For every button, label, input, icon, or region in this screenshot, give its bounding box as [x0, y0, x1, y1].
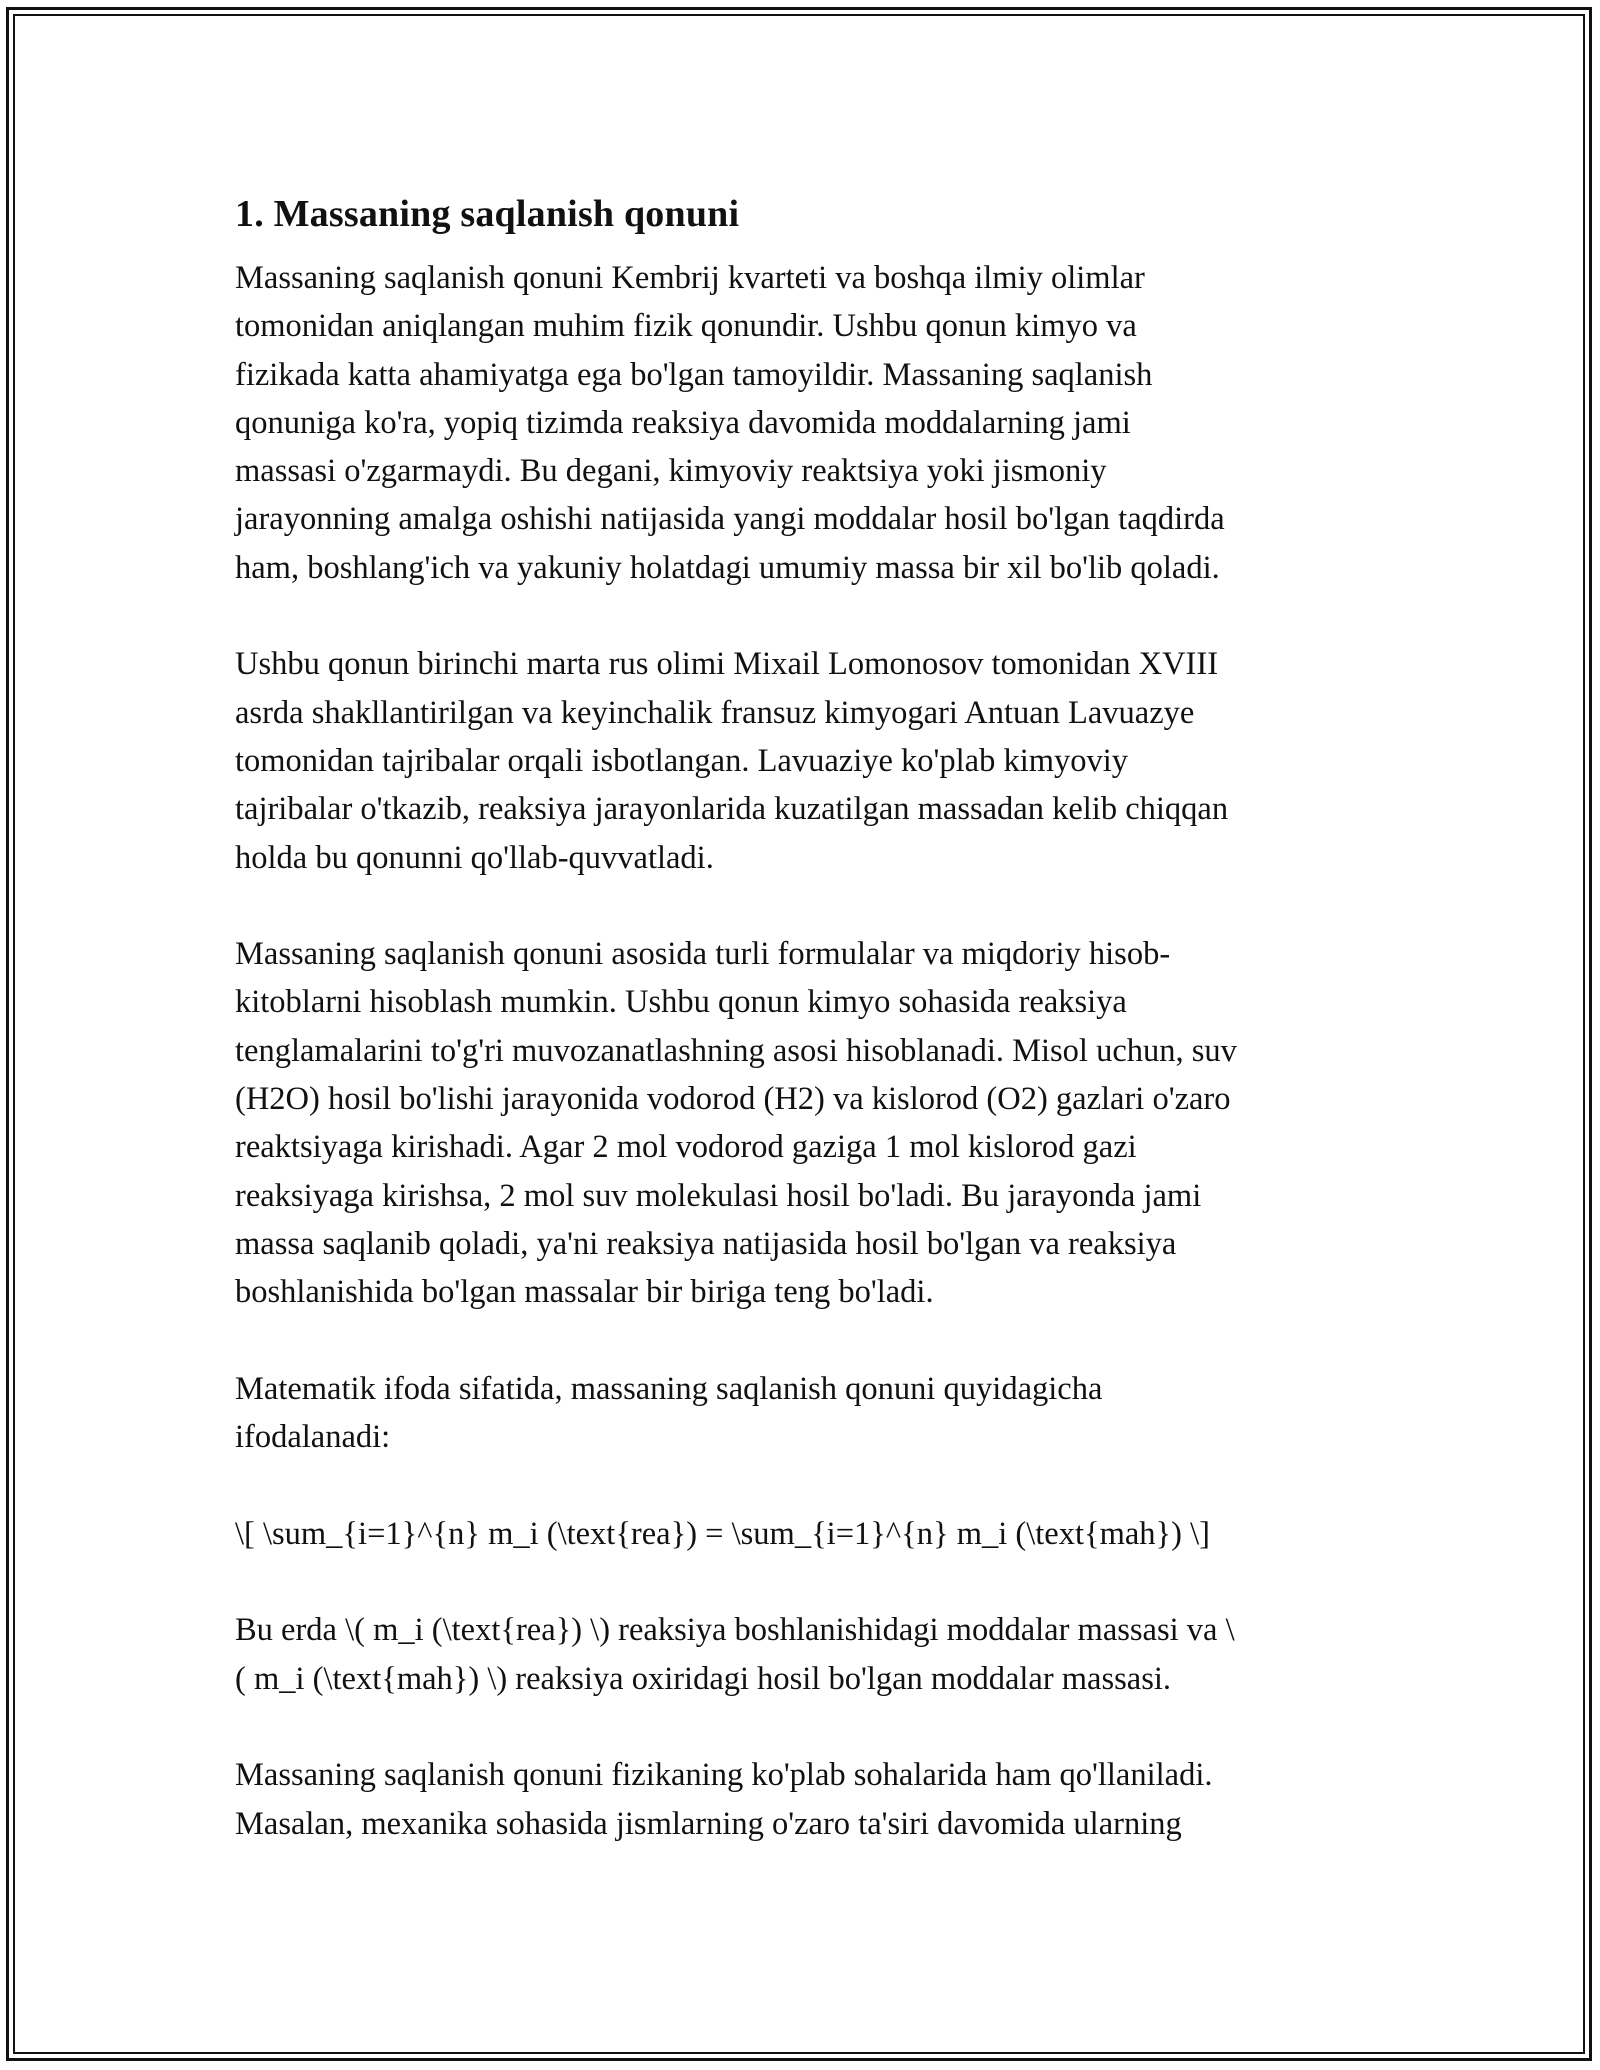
paragraph-applications: Massaning saqlanish qonuni fizikaning ko'plab sohalarida ham qo'llaniladi. Masalan, mexanika sohasida jismlarning o'zaro ta'siri davomida ularning [235, 1757, 1213, 1842]
section-heading: 1. Massaning saqlanish qonuni [235, 193, 740, 235]
paragraph-math-intro: Matematik ifoda sifatida, massaning saqlanish qonuni quyidagicha ifodalanadi: [235, 1370, 1103, 1456]
paragraph-example: Massaning saqlanish qonuni asosida turli formulalar va miqdoriy hisob- kitoblarni hisoblash mumkin. Ushbu qonun kimyo sohasida reaksiya tenglamalarini to'g'ri muvozanatlashning asosi hisoblanadi. Misol uchun, suv (H2O) hosil bo'lishi jarayonida vodorod (H2) va kislorod (O2) gazlari o'zaro reaktsiyaga kirishadi. Agar 2 mol vodorod gaziga 1 mol kislorod gazi reaksiyaga kirishsa, 2 mol suv molekulasi hosil bo'ladi. Bu jarayonda jami massa saqlanib qoladi, ya'ni reaksiya natijasida hosil bo'lgan va reaksiya boshlanishida bo'lgan massalar bir biriga teng bo'ladi. [235, 936, 1237, 1311]
paragraph-formula-explanation: Bu erda \( m_i (\text{rea}) \) reaksiya boshlanishidagi moddalar massasi va \ ( m_i (\text{mah}) \) reaksiya oxiridagi hosil bo'lgan moddalar massasi. [235, 1612, 1235, 1697]
paragraph-history: Ushbu qonun birinchi marta rus olimi Mixail Lomonosov tomonidan XVIII asrda shakllantirilgan va keyinchalik fransuz kimyogari Antuan Lavuazye tomonidan tajribalar orqali isbotlangan. Lavuaziye ko'plab kimyoviy tajribalar o'tkazib, reaksiya jarayonlarida kuzatilgan massadan kelib chiqqan holda bu qonunni qo'llab-quvvatladi. [235, 646, 1229, 876]
document-body [235, 182, 1375, 1848]
formula-line: \[ \sum_{i=1}^{n} m_i (\text{rea}) = \sum_{i=1}^{n} m_i (\text{mah}) \] [235, 1515, 1210, 1552]
paragraph-definition: Massaning saqlanish qonuni Kembrij kvarteti va boshqa ilmiy olimlar tomonidan aniqlangan muhim fizik qonundir. Ushbu qonun kimyo va fizikada katta ahamiyatga ega bo'lgan tamoyildir. Massaning saqlanish qonuniga ko'ra, yopiq tizimda reaksiya davomida moddalarning jami massasi o'zgarmaydi. Bu degani, kimyoviy reaktsiya yoki jismoniy jarayonning amalga oshishi natijasida yangi moddalar hosil bo'lgan taqdirda ham, boshlang'ich va yakuniy holatdagi umumiy massa bir xil bo'lib qoladi. [235, 260, 1225, 586]
